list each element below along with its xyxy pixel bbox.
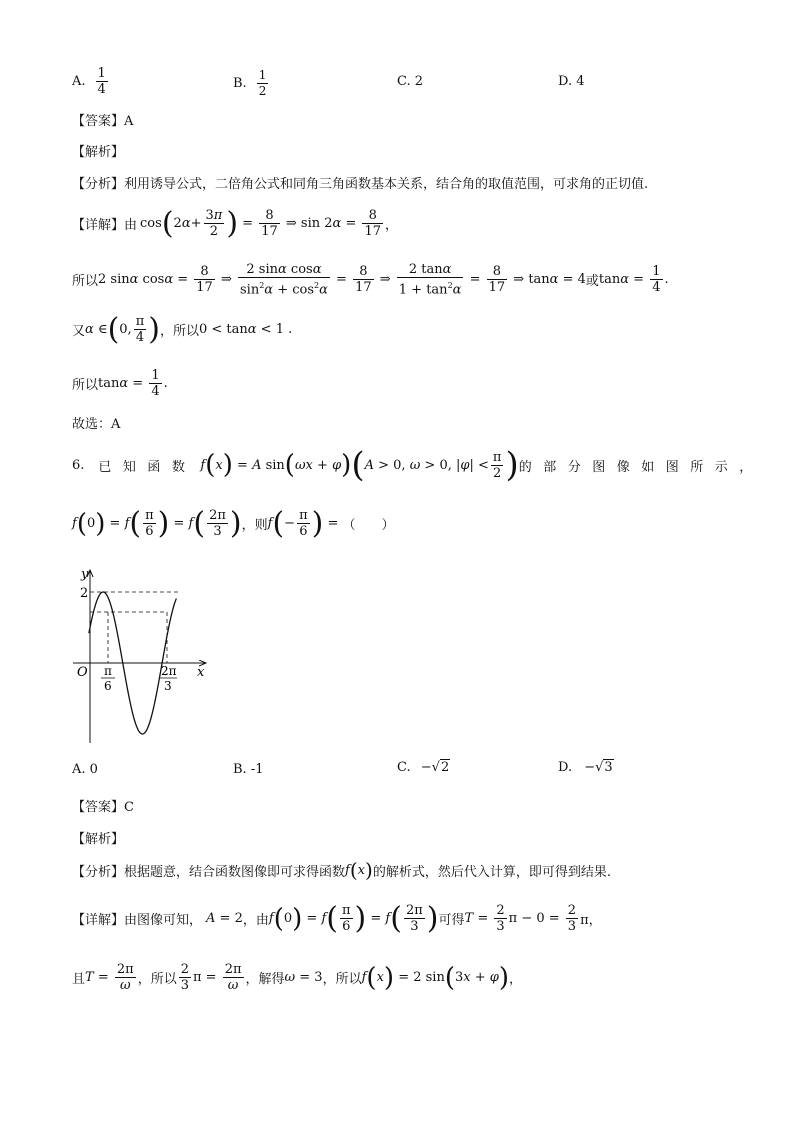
q5-detail-line1: 【详解】 由 cos ( 2α+ $\frac{3\pi}{2}$ ) = $\frac{8}{17}$ ⇒ sin 2α = $\frac{8}{17}$ ， <box>72 205 399 241</box>
q6-stem-line2: f ( 0 ) = f ( $\frac{\pi}{6}$ ) = f ( $\frac{2\pi}{3}$ ) ，则 f ( − $\frac{\pi}{6}$ ) = （ ） <box>72 505 395 541</box>
q6-ze: ，则 <box>241 518 268 533</box>
q6-comma-suoyi-1: ，所以 <box>137 972 177 987</box>
q6-qie: 且 <box>72 972 86 987</box>
q5-option-a-fraction: $\frac{1}{4}$ <box>97 66 106 97</box>
q6-detail-text1: 由图像可知， <box>124 913 203 928</box>
q6-fenxi-text1: 根据题意，结合函数图像即可求得函数 <box>124 864 346 880</box>
q6-function-graph <box>70 565 215 745</box>
q6-answer-value: C <box>124 800 134 815</box>
q6-option-a[interactable]: A. 0 <box>72 762 98 777</box>
q5-you: 又 <box>72 324 86 339</box>
q6-option-d-letter: D. <box>558 760 573 775</box>
q5-answer <box>72 110 133 129</box>
q5-fenxi <box>72 173 648 192</box>
q5-option-c[interactable]: C. 2 <box>397 74 424 89</box>
q5-suoyi-1: 所以 <box>72 274 99 290</box>
q6-fenxi: 【分析】 根据题意，结合函数图像即可求得函数 f ( x ) 的解析式，然后代入计算，即可得到结果. <box>72 858 611 882</box>
q5-option-b-fraction: $\frac{1}{2}$ <box>258 68 267 98</box>
q5-detail-you: 由 <box>124 218 138 233</box>
y-axis-label: y <box>81 567 89 582</box>
q5-fenxi-label: 【分析】 <box>72 177 125 192</box>
q6-answer <box>72 796 134 815</box>
q5-detail-line4: 所以 tanα = $\frac{1}{4}$ . <box>72 368 168 399</box>
q6-fenxi-text2: 的解析式，然后代入计算，即可得到结果. <box>372 864 611 880</box>
q6-number: 6. <box>72 457 85 473</box>
q5-comma-suoyi: ，所以 <box>159 324 199 339</box>
x-tick2-num: 2π <box>161 664 177 678</box>
q6-comma-suoyi-2: ，所以 <box>322 972 362 987</box>
q5-option-d[interactable]: D. 4 <box>558 74 585 89</box>
x-tick2-den: 3 <box>164 679 172 693</box>
origin-label: O <box>77 665 88 680</box>
q6-detail-line2: 且 T = $\frac{2\pi}{\omega}$ ，所以 $\frac{2}{3}$ π = $\frac{2\pi}{\omega}$ ，解得 ω = 3 ，所以 f ( x ) = 2 sin ( 3x + φ ) ， <box>72 962 523 993</box>
q5-detail-line3: 又 α ∈ ( 0, $\frac{\pi}{4}$ ) ，所以 0 < tanα < 1 . <box>72 311 293 347</box>
q5-detail-label: 【详解】 <box>72 218 125 233</box>
q5-analysis-label: 【解析】 <box>72 145 125 160</box>
q5-gu-xuan: 故选：A <box>72 417 121 432</box>
q6-option-c-letter: C. <box>397 760 411 775</box>
q5-fenxi-text: 利用诱导公式，二倍角公式和同角三角函数基本关系，结合角的取值范围，可求角的正切值. <box>124 177 649 192</box>
q6-fenxi-label: 【分析】 <box>72 864 125 880</box>
x-axis-label: x <box>197 665 205 680</box>
q6-option-b[interactable]: B. -1 <box>233 762 264 777</box>
q6-detail-line1: 【详解】 由图像可知， A = 2 ，由 f ( 0 ) = f ( $\frac{\pi}{6}$ ) = f ( $\frac{2\pi}{3}$ ) 可得 T = $\frac{2}{3}$ π − 0 = $\frac{2}{3}$ π， <box>72 900 602 936</box>
q5-option-a-letter: A. <box>72 74 86 89</box>
q5-formula-cos: cos <box>140 216 162 231</box>
q6-answer-label: 【答案】 <box>72 800 125 815</box>
q5-option-b[interactable] <box>233 68 270 99</box>
q6-jiede: ，解得 <box>245 972 285 987</box>
q6-detail-text3: 可得 <box>438 913 465 928</box>
x-tick1-num: π <box>104 664 112 678</box>
y-tick-label: 2 <box>80 586 89 601</box>
q6-stem-tail: 的部分图像如图所示， <box>518 459 764 475</box>
q5-suoyi-2: 所以 <box>72 378 99 393</box>
q6-detail-label: 【详解】 <box>72 913 125 928</box>
q6-ending: ， <box>509 972 523 987</box>
q6-blank: （ ） <box>342 518 395 533</box>
q6-option-d[interactable]: D. −√3 <box>558 760 613 775</box>
q5-answer-value: A <box>124 114 134 129</box>
x-tick1-den: 6 <box>104 679 112 693</box>
q6-analysis-label: 【解析】 <box>72 832 125 847</box>
q5-detail-line2: 所以 2 sinα cosα = $\frac{8}{17}$ ⇒ $\frac{\text{2 sinα cosα}}{\sin^2\alpha + \cos^2\alpha}$ = $\frac{8}{17}$ ⇒ $\frac{2 \tan\alpha}{1 + \tan^2\alpha}$ = $\frac{8}{17}$ ⇒ tanα = 4 或 tanα = $\frac{1}{4}$ . <box>72 262 669 298</box>
q5-answer-label: 【答案】 <box>72 114 125 129</box>
q5-huo: 或 <box>585 274 599 290</box>
q6-option-c[interactable]: C. −√2 <box>397 760 450 775</box>
q6-stem-text: 已知函数 <box>98 459 197 475</box>
q5-option-a[interactable] <box>72 66 110 97</box>
q6-stem-line1: 6. 已知函数 f ( x ) = A sin ( ωx + φ ) ( A > 0, ω > 0, |φ| < $\frac{\pi}{2}$ ) 的部分图像如图所示， <box>72 445 764 485</box>
q5-option-b-letter: B. <box>233 76 247 91</box>
q6-detail-text2: ，由 <box>242 913 269 928</box>
